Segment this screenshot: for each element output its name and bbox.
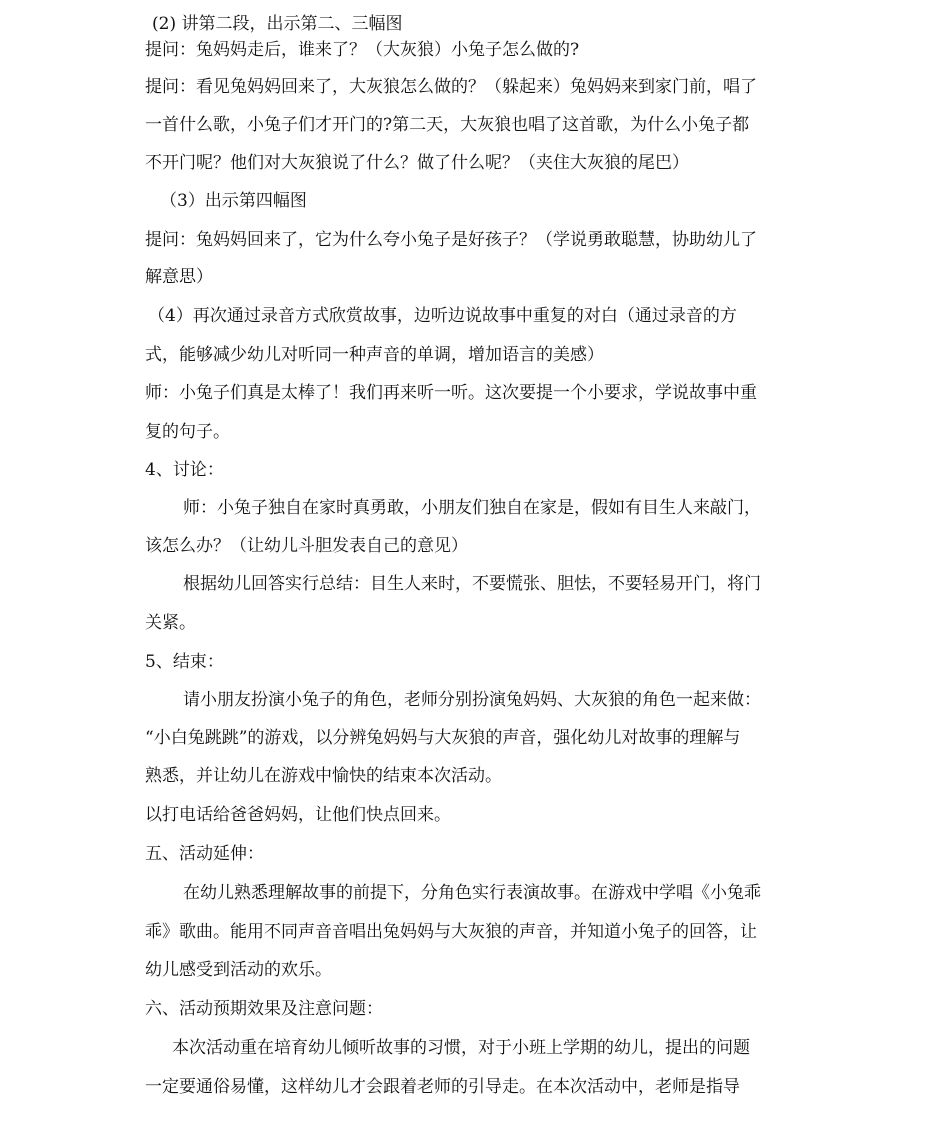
text-line: “小白兔跳跳”的游戏，以分辨兔妈妈与大灰狼的声音，强化幼儿对故事的理解与 xyxy=(145,728,741,748)
text-line: 在幼儿熟悉理解故事的前提下，分角色实行表演故事。在游戏中学唱《小兔乖 xyxy=(183,883,761,903)
text-line: 一定要通俗易懂，这样幼儿才会跟着老师的引导走。在本次活动中，老师是指导 xyxy=(145,1077,740,1097)
text-line: 提问：兔妈妈回来了，它为什么夸小兔子是好孩子？（学说勇敢聪慧，协助幼儿了 xyxy=(145,230,757,250)
text-line: (2) 讲第二段，出示第二、三幅图 xyxy=(152,14,403,34)
text-line: 解意思） xyxy=(145,267,213,287)
section-heading: 5、结束： xyxy=(145,652,224,672)
text-line: （3）出示第四幅图 xyxy=(160,191,307,211)
text-line: 本次活动重在培育幼儿倾听故事的习惯，对于小班上学期的幼儿，提出的问题 xyxy=(172,1038,750,1058)
section-heading: 4、讨论： xyxy=(145,460,224,480)
text-line: 请小朋友扮演小兔子的角色，老师分别扮演兔妈妈、大灰狼的角色一起来做： xyxy=(183,690,761,710)
text-line: 关紧。 xyxy=(145,613,196,633)
section-heading: 五、活动延伸： xyxy=(145,844,264,864)
text-line: 提问：看见兔妈妈回来了，大灰狼怎么做的？（躲起来）兔妈妈来到家门前，唱了 xyxy=(145,77,757,97)
text-line: 师：小兔子独自在家时真勇敢，小朋友们独自在家是，假如有目生人来敲门， xyxy=(183,498,761,518)
text-line: 该怎么办？（让幼儿斗胆发表自己的意见） xyxy=(145,536,468,556)
text-line: 式，能够减少幼儿对听同一种声音的单调，增加语言的美感） xyxy=(145,345,604,365)
text-line: 不开门呢？他们对大灰狼说了什么？做了什么呢？（夹住大灰狼的尾巴） xyxy=(145,153,689,173)
text-line: 以打电话给爸爸妈妈，让他们快点回来。 xyxy=(145,805,451,825)
text-line: 幼儿感受到活动的欢乐。 xyxy=(145,960,332,980)
text-line: 乖》歌曲。能用不同声音音唱出兔妈妈与大灰狼的声音，并知道小兔子的回答，让 xyxy=(145,922,757,942)
text-line: 师：小兔子们真是太棒了！我们再来听一听。这次要提一个小要求，学说故事中重 xyxy=(145,383,757,403)
section-heading: 六、活动预期效果及注意问题： xyxy=(145,999,383,1019)
text-line: 熟悉，并让幼儿在游戏中愉快的结束本次活动。 xyxy=(145,766,502,786)
text-line: 提问：兔妈妈走后，谁来了？（大灰狼）小兔子怎么做的? xyxy=(145,40,580,60)
text-line: 根据幼儿回答实行总结：目生人来时，不要慌张、胆怯，不要轻易开门，将门 xyxy=(183,574,761,594)
text-line: 一首什么歌，小兔子们才开门的?第二天，大灰狼也唱了这首歌，为什么小兔子都 xyxy=(145,115,750,135)
text-line: （4）再次通过录音方式欣赏故事，边听边说故事中重复的对白（通过录音的方 xyxy=(148,306,737,326)
text-line: 复的句子。 xyxy=(145,422,230,442)
